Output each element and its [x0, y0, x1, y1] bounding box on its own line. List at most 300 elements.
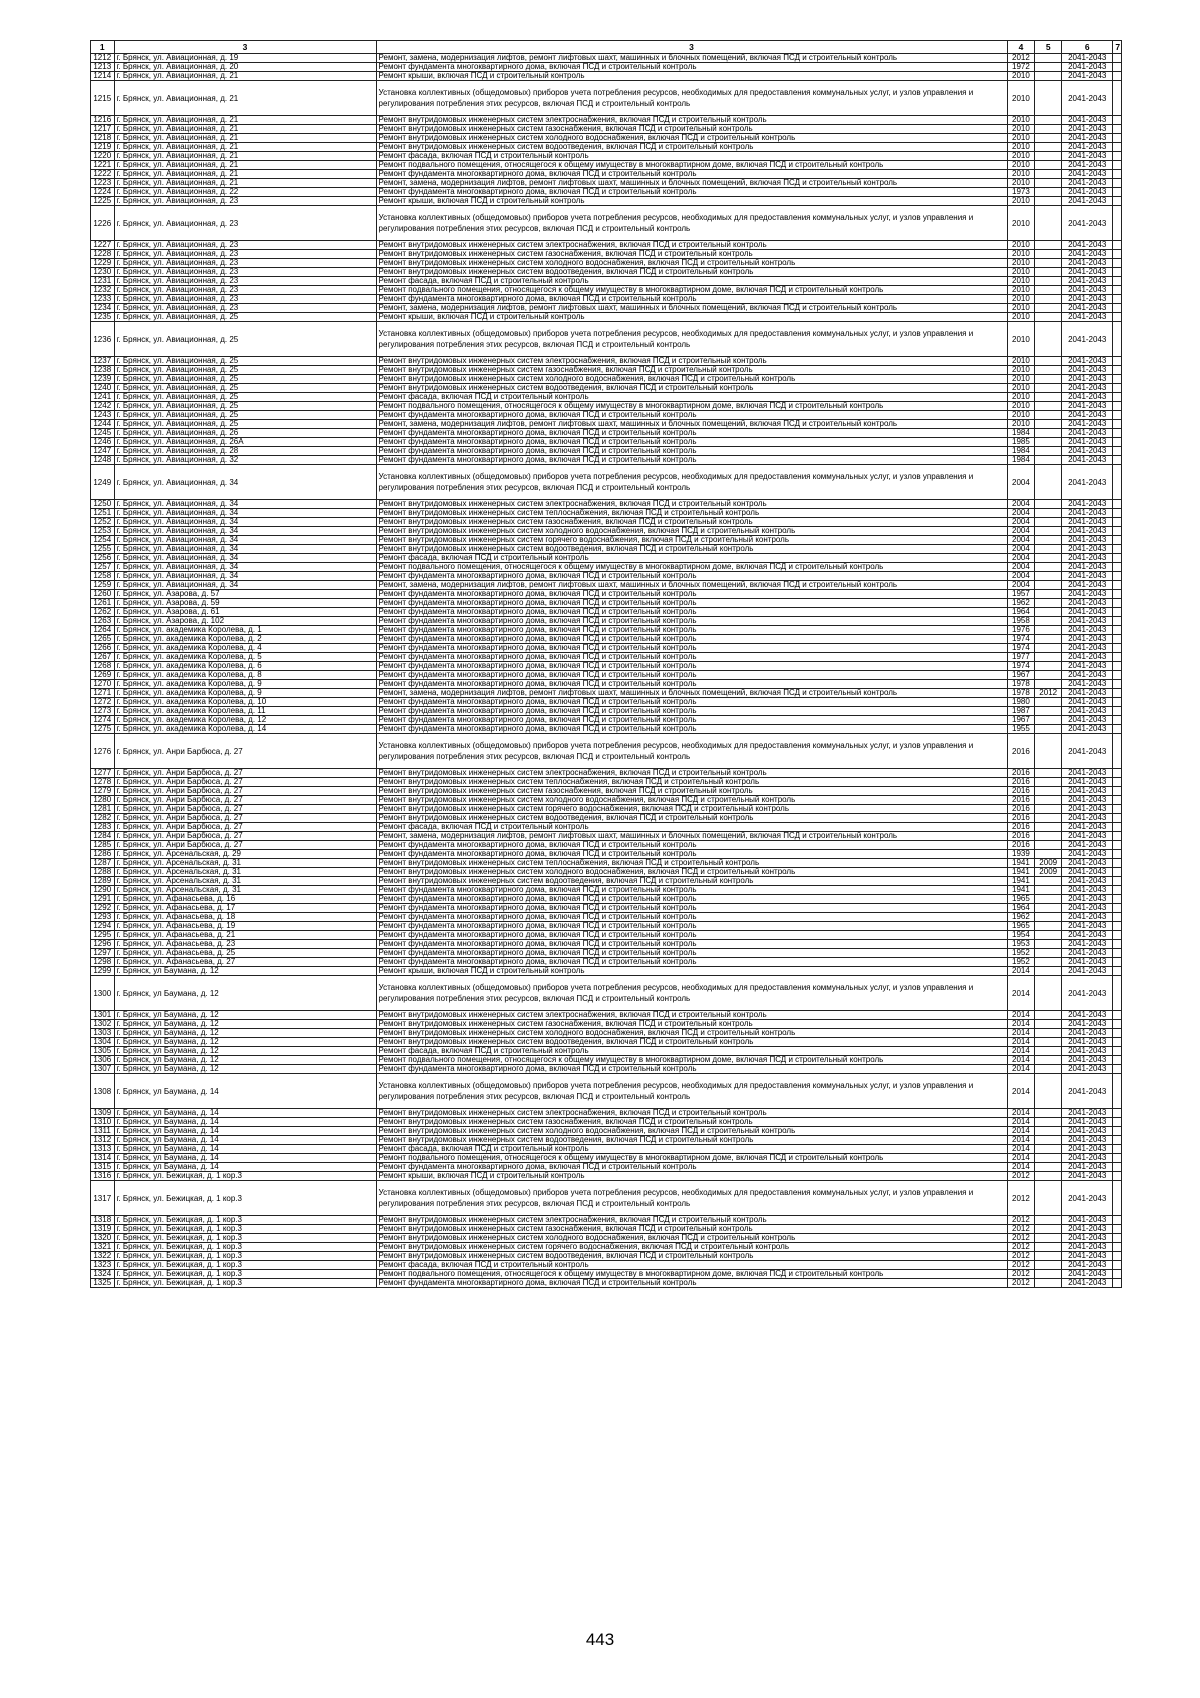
period-cell: 2041-2043 — [1062, 940, 1113, 949]
period-cell: 2041-2043 — [1062, 545, 1113, 554]
address-cell: г. Брянск, ул. академика Королева, д. 14 — [114, 725, 376, 734]
year-cell: 1964 — [1007, 608, 1035, 617]
address-cell: г. Брянск, ул. Авиационная, д. 34 — [114, 500, 376, 509]
work-type-cell: Ремонт фасада, включая ПСД и строительный контроль — [376, 823, 1007, 832]
work-type-cell: Ремонт внутридомовых инженерных систем электроснабжения, включая ПСД и строительный контроль — [376, 1216, 1007, 1225]
year-repair-cell — [1035, 527, 1062, 536]
period-cell: 2041-2043 — [1062, 707, 1113, 716]
work-type-cell: Ремонт фундамента многоквартирного дома, включая ПСД и строительный контроль — [376, 940, 1007, 949]
period-cell: 2041-2043 — [1062, 304, 1113, 313]
table-row — [91, 581, 1122, 590]
year-repair-cell — [1035, 179, 1062, 188]
year-repair-cell — [1035, 554, 1062, 563]
year-cell: 2010 — [1007, 143, 1035, 152]
period-cell: 2041-2043 — [1062, 188, 1113, 197]
table-row — [91, 850, 1122, 859]
year-cell: 2014 — [1007, 1118, 1035, 1127]
year-repair-cell — [1035, 295, 1062, 304]
empty-cell — [1113, 859, 1122, 868]
table-row — [91, 152, 1122, 161]
year-repair-cell — [1035, 188, 1062, 197]
row-number: 1216 — [91, 116, 115, 125]
period-cell: 2041-2043 — [1062, 250, 1113, 259]
period-cell: 2041-2043 — [1062, 653, 1113, 662]
work-type-cell: Ремонт внутридомовых инженерных систем электроснабжения, включая ПСД и строительный контроль — [376, 357, 1007, 366]
work-type-cell: Ремонт внутридомовых инженерных систем газоснабжения, включая ПСД и строительный контроль — [376, 1225, 1007, 1234]
address-cell: г. Брянск, ул. Авиационная, д. 26 — [114, 429, 376, 438]
row-number: 1300 — [91, 976, 115, 1011]
year-cell: 2016 — [1007, 832, 1035, 841]
empty-cell — [1113, 429, 1122, 438]
address-cell: г. Брянск, ул. Анри Барбюса, д. 27 — [114, 832, 376, 841]
period-cell: 2041-2043 — [1062, 1154, 1113, 1163]
table-row — [91, 1172, 1122, 1181]
year-repair-cell — [1035, 465, 1062, 500]
empty-cell — [1113, 1029, 1122, 1038]
year-cell: 2014 — [1007, 1020, 1035, 1029]
page-number: 443 — [585, 1630, 615, 1649]
row-number: 1262 — [91, 608, 115, 617]
table-header-row — [91, 41, 1122, 54]
empty-cell — [1113, 1261, 1122, 1270]
row-number: 1256 — [91, 554, 115, 563]
year-repair-cell — [1035, 1163, 1062, 1172]
table-row — [91, 868, 1122, 877]
period-cell: 2041-2043 — [1062, 599, 1113, 608]
period-cell: 2041-2043 — [1062, 644, 1113, 653]
row-number: 1245 — [91, 429, 115, 438]
row-number: 1240 — [91, 384, 115, 393]
row-number: 1273 — [91, 707, 115, 716]
period-cell: 2041-2043 — [1062, 976, 1113, 1011]
address-cell: г. Брянск, ул. Бежицкая, д. 1 кор.3 — [114, 1270, 376, 1279]
year-cell: 1974 — [1007, 635, 1035, 644]
work-type-cell: Установка коллективных (общедомовых) приборов учета потребления ресурсов, необходимых для предоставления коммунальных услуг, и узлов управления и регулирования потребления этих ресурсов, включая ПСД и строительный контроль — [376, 322, 1007, 357]
table-row — [91, 967, 1122, 976]
year-cell: 2014 — [1007, 1074, 1035, 1109]
table-row — [91, 769, 1122, 778]
year-cell: 1967 — [1007, 716, 1035, 725]
year-cell: 2012 — [1007, 1261, 1035, 1270]
table-row — [91, 125, 1122, 134]
period-cell: 2041-2043 — [1062, 859, 1113, 868]
table-row — [91, 796, 1122, 805]
address-cell: г. Брянск, ул. академика Королева, д. 6 — [114, 662, 376, 671]
work-type-cell: Ремонт крыши, включая ПСД и строительный контроль — [376, 72, 1007, 81]
work-type-cell: Ремонт внутридомовых инженерных систем электроснабжения, включая ПСД и строительный контроль — [376, 500, 1007, 509]
year-cell: 1980 — [1007, 698, 1035, 707]
work-type-cell: Ремонт внутридомовых инженерных систем электроснабжения, включая ПСД и строительный контроль — [376, 769, 1007, 778]
work-type-cell: Ремонт фундамента многоквартирного дома, включая ПСД и строительный контроль — [376, 931, 1007, 940]
year-cell: 1978 — [1007, 680, 1035, 689]
year-cell: 2014 — [1007, 1038, 1035, 1047]
row-number: 1249 — [91, 465, 115, 500]
work-type-cell: Ремонт внутридомовых инженерных систем газоснабжения, включая ПСД и строительный контроль — [376, 125, 1007, 134]
work-type-cell: Ремонт внутридомовых инженерных систем холодного водоснабжения, включая ПСД и строительный контроль — [376, 527, 1007, 536]
year-repair-cell — [1035, 1172, 1062, 1181]
year-repair-cell — [1035, 895, 1062, 904]
year-cell: 1941 — [1007, 886, 1035, 895]
address-cell: г. Брянск, ул. Авиационная, д. 34 — [114, 465, 376, 500]
address-cell: г. Брянск, ул. Арсенальская, д. 31 — [114, 886, 376, 895]
row-number: 1288 — [91, 868, 115, 877]
year-cell: 2010 — [1007, 402, 1035, 411]
address-cell: г. Брянск, ул. Афанасьева, д. 19 — [114, 922, 376, 931]
year-repair-cell — [1035, 716, 1062, 725]
empty-cell — [1113, 769, 1122, 778]
work-type-cell: Ремонт фундамента многоквартирного дома, включая ПСД и строительный контроль — [376, 590, 1007, 599]
work-type-cell: Ремонт фундамента многоквартирного дома, включая ПСД и строительный контроль — [376, 904, 1007, 913]
row-number: 1221 — [91, 161, 115, 170]
year-cell: 2004 — [1007, 518, 1035, 527]
year-repair-cell — [1035, 1261, 1062, 1270]
row-number: 1241 — [91, 393, 115, 402]
row-number: 1299 — [91, 967, 115, 976]
year-cell: 2010 — [1007, 125, 1035, 134]
empty-cell — [1113, 357, 1122, 366]
row-number: 1320 — [91, 1234, 115, 1243]
table-row — [91, 976, 1122, 1011]
period-cell: 2041-2043 — [1062, 357, 1113, 366]
empty-cell — [1113, 617, 1122, 626]
header-cell: 3 — [114, 41, 376, 54]
work-type-cell: Ремонт, замена, модернизация лифтов, ремонт лифтовых шахт, машинных и блочных помещений, включая ПСД и строительный контроль — [376, 304, 1007, 313]
work-type-cell: Ремонт фундамента многоквартирного дома, включая ПСД и строительный контроль — [376, 725, 1007, 734]
period-cell: 2041-2043 — [1062, 1118, 1113, 1127]
year-repair-cell — [1035, 1020, 1062, 1029]
empty-cell — [1113, 850, 1122, 859]
empty-cell — [1113, 500, 1122, 509]
row-number: 1310 — [91, 1118, 115, 1127]
address-cell: г. Брянск, ул. Авиационная, д. 21 — [114, 134, 376, 143]
empty-cell — [1113, 116, 1122, 125]
year-cell: 2010 — [1007, 304, 1035, 313]
year-cell: 1941 — [1007, 877, 1035, 886]
work-type-cell: Ремонт внутридомовых инженерных систем газоснабжения, включая ПСД и строительный контроль — [376, 366, 1007, 375]
address-cell: г. Брянск, ул. Анри Барбюса, д. 27 — [114, 814, 376, 823]
year-cell: 2010 — [1007, 72, 1035, 81]
year-cell: 2016 — [1007, 814, 1035, 823]
year-cell: 2010 — [1007, 411, 1035, 420]
work-type-cell: Ремонт фундамента многоквартирного дома, включая ПСД и строительный контроль — [376, 1279, 1007, 1288]
period-cell: 2041-2043 — [1062, 590, 1113, 599]
work-type-cell: Ремонт внутридомовых инженерных систем холодного водоснабжения, включая ПСД и строительный контроль — [376, 375, 1007, 384]
work-type-cell: Ремонт фасада, включая ПСД и строительный контроль — [376, 554, 1007, 563]
year-cell: 2012 — [1007, 1270, 1035, 1279]
year-cell: 2014 — [1007, 967, 1035, 976]
empty-cell — [1113, 1181, 1122, 1216]
address-cell: г. Брянск, ул Баумана, д. 14 — [114, 1163, 376, 1172]
work-type-cell: Ремонт фундамента многоквартирного дома, включая ПСД и строительный контроль — [376, 922, 1007, 931]
empty-cell — [1113, 1279, 1122, 1288]
year-repair-cell — [1035, 357, 1062, 366]
year-cell: 2014 — [1007, 1011, 1035, 1020]
period-cell: 2041-2043 — [1062, 1270, 1113, 1279]
empty-cell — [1113, 447, 1122, 456]
year-repair-cell — [1035, 411, 1062, 420]
year-cell: 1977 — [1007, 653, 1035, 662]
address-cell: г. Брянск, ул. академика Королева, д. 1 — [114, 626, 376, 635]
period-cell: 2041-2043 — [1062, 313, 1113, 322]
year-repair-cell — [1035, 850, 1062, 859]
work-type-cell: Ремонт внутридомовых инженерных систем водоотведения, включая ПСД и строительный контроль — [376, 877, 1007, 886]
table-row — [91, 170, 1122, 179]
address-cell: г. Брянск, ул. Афанасьева, д. 17 — [114, 904, 376, 913]
year-cell: 1976 — [1007, 626, 1035, 635]
table-row — [91, 134, 1122, 143]
address-cell: г. Брянск, ул. Авиационная, д. 34 — [114, 536, 376, 545]
row-number: 1254 — [91, 536, 115, 545]
address-cell: г. Брянск, ул Баумана, д. 12 — [114, 1056, 376, 1065]
year-cell: 2014 — [1007, 1145, 1035, 1154]
work-type-cell: Ремонт фундамента многоквартирного дома, включая ПСД и строительный контроль — [376, 886, 1007, 895]
table-row — [91, 1056, 1122, 1065]
row-number: 1235 — [91, 313, 115, 322]
address-cell: г. Брянск, ул. Анри Барбюса, д. 27 — [114, 734, 376, 769]
address-cell: г. Брянск, ул. Анри Барбюса, д. 27 — [114, 805, 376, 814]
year-repair-cell — [1035, 832, 1062, 841]
period-cell: 2041-2043 — [1062, 411, 1113, 420]
work-type-cell: Ремонт внутридомовых инженерных систем водоотведения, включая ПСД и строительный контроль — [376, 545, 1007, 554]
work-type-cell: Ремонт фундамента многоквартирного дома, включая ПСД и строительный контроль — [376, 850, 1007, 859]
empty-cell — [1113, 277, 1122, 286]
year-repair-cell — [1035, 644, 1062, 653]
period-cell: 2041-2043 — [1062, 1234, 1113, 1243]
address-cell: г. Брянск, ул. Азарова, д. 61 — [114, 608, 376, 617]
empty-cell — [1113, 1145, 1122, 1154]
year-repair-cell — [1035, 778, 1062, 787]
year-repair-cell — [1035, 823, 1062, 832]
work-type-cell: Ремонт фундамента многоквартирного дома, включая ПСД и строительный контроль — [376, 671, 1007, 680]
row-number: 1295 — [91, 931, 115, 940]
empty-cell — [1113, 375, 1122, 384]
row-number: 1311 — [91, 1127, 115, 1136]
year-repair-cell — [1035, 1127, 1062, 1136]
period-cell: 2041-2043 — [1062, 1216, 1113, 1225]
empty-cell — [1113, 1270, 1122, 1279]
period-cell: 2041-2043 — [1062, 1261, 1113, 1270]
year-repair-cell — [1035, 787, 1062, 796]
table-row — [91, 429, 1122, 438]
work-type-cell: Ремонт внутридомовых инженерных систем холодного водоснабжения, включая ПСД и строительный контроль — [376, 259, 1007, 268]
year-repair-cell — [1035, 725, 1062, 734]
year-repair-cell — [1035, 54, 1062, 63]
period-cell: 2041-2043 — [1062, 1011, 1113, 1020]
period-cell: 2041-2043 — [1062, 895, 1113, 904]
work-type-cell: Ремонт фасада, включая ПСД и строительный контроль — [376, 277, 1007, 286]
year-repair-cell — [1035, 1065, 1062, 1074]
row-number: 1223 — [91, 179, 115, 188]
row-number: 1287 — [91, 859, 115, 868]
table-row — [91, 671, 1122, 680]
work-type-cell: Ремонт фундамента многоквартирного дома, включая ПСД и строительный контроль — [376, 1065, 1007, 1074]
table-row — [91, 116, 1122, 125]
year-cell: 2010 — [1007, 277, 1035, 286]
table-row — [91, 644, 1122, 653]
period-cell: 2041-2043 — [1062, 850, 1113, 859]
work-type-cell: Ремонт фундамента многоквартирного дома, включая ПСД и строительный контроль — [376, 949, 1007, 958]
year-cell: 1987 — [1007, 707, 1035, 716]
row-number: 1294 — [91, 922, 115, 931]
work-type-cell: Ремонт подвального помещения, относящегося к общему имуществу в многоквартирном доме, включая ПСД и строительный контроль — [376, 1270, 1007, 1279]
period-cell: 2041-2043 — [1062, 72, 1113, 81]
period-cell: 2041-2043 — [1062, 617, 1113, 626]
table-row — [91, 357, 1122, 366]
header-cell: 3 — [376, 41, 1007, 54]
table-row — [91, 366, 1122, 375]
year-repair-cell — [1035, 134, 1062, 143]
address-cell: г. Брянск, ул. Авиационная, д. 23 — [114, 295, 376, 304]
row-number: 1252 — [91, 518, 115, 527]
period-cell: 2041-2043 — [1062, 438, 1113, 447]
row-number: 1214 — [91, 72, 115, 81]
row-number: 1213 — [91, 63, 115, 72]
table-row — [91, 698, 1122, 707]
empty-cell — [1113, 465, 1122, 500]
address-cell: г. Брянск, ул. Бежицкая, д. 1 кор.3 — [114, 1172, 376, 1181]
table-row — [91, 72, 1122, 81]
period-cell: 2041-2043 — [1062, 1172, 1113, 1181]
period-cell: 2041-2043 — [1062, 402, 1113, 411]
table-row — [91, 241, 1122, 250]
table-row — [91, 375, 1122, 384]
period-cell: 2041-2043 — [1062, 322, 1113, 357]
period-cell: 2041-2043 — [1062, 1243, 1113, 1252]
period-cell: 2041-2043 — [1062, 913, 1113, 922]
table-row — [91, 823, 1122, 832]
empty-cell — [1113, 366, 1122, 375]
row-number: 1280 — [91, 796, 115, 805]
period-cell: 2041-2043 — [1062, 832, 1113, 841]
address-cell: г. Брянск, ул. Авиационная, д. 25 — [114, 402, 376, 411]
table-row — [91, 384, 1122, 393]
row-number: 1259 — [91, 581, 115, 590]
year-cell: 2010 — [1007, 420, 1035, 429]
empty-cell — [1113, 689, 1122, 698]
empty-cell — [1113, 778, 1122, 787]
address-cell: г. Брянск, ул. академика Королева, д. 9 — [114, 689, 376, 698]
table-row — [91, 1270, 1122, 1279]
period-cell: 2041-2043 — [1062, 1279, 1113, 1288]
row-number: 1265 — [91, 635, 115, 644]
empty-cell — [1113, 81, 1122, 116]
period-cell: 2041-2043 — [1062, 241, 1113, 250]
period-cell: 2041-2043 — [1062, 1163, 1113, 1172]
empty-cell — [1113, 814, 1122, 823]
table-row — [91, 1154, 1122, 1163]
year-repair-cell — [1035, 572, 1062, 581]
row-number: 1266 — [91, 644, 115, 653]
row-number: 1247 — [91, 447, 115, 456]
empty-cell — [1113, 949, 1122, 958]
year-cell: 2012 — [1007, 1243, 1035, 1252]
year-repair-cell — [1035, 518, 1062, 527]
empty-cell — [1113, 1038, 1122, 1047]
table-row — [91, 599, 1122, 608]
address-cell: г. Брянск, ул. Авиационная, д. 34 — [114, 554, 376, 563]
empty-cell — [1113, 545, 1122, 554]
table-row — [91, 402, 1122, 411]
row-number: 1308 — [91, 1074, 115, 1109]
period-cell: 2041-2043 — [1062, 268, 1113, 277]
work-type-cell: Ремонт подвального помещения, относящегося к общему имуществу в многоквартирном доме, включая ПСД и строительный контроль — [376, 563, 1007, 572]
work-type-cell: Установка коллективных (общедомовых) приборов учета потребления ресурсов, необходимых для предоставления коммунальных услуг, и узлов управления и регулирования потребления этих ресурсов, включая ПСД и строительный контроль — [376, 1181, 1007, 1216]
empty-cell — [1113, 295, 1122, 304]
address-cell: г. Брянск, ул. академика Королева, д. 10 — [114, 698, 376, 707]
period-cell: 2041-2043 — [1062, 805, 1113, 814]
work-type-cell: Ремонт внутридомовых инженерных систем газоснабжения, включая ПСД и строительный контроль — [376, 518, 1007, 527]
year-cell: 2010 — [1007, 357, 1035, 366]
year-cell: 2016 — [1007, 734, 1035, 769]
address-cell: г. Брянск, ул. Авиационная, д. 21 — [114, 81, 376, 116]
table-row — [91, 322, 1122, 357]
period-cell: 2041-2043 — [1062, 500, 1113, 509]
year-repair-cell — [1035, 375, 1062, 384]
year-repair-cell — [1035, 438, 1062, 447]
address-cell: г. Брянск, ул. Азарова, д. 102 — [114, 617, 376, 626]
address-cell: г. Брянск, ул. Авиационная, д. 25 — [114, 366, 376, 375]
year-cell: 1978 — [1007, 689, 1035, 698]
address-cell: г. Брянск, ул. Авиационная, д. 23 — [114, 304, 376, 313]
work-type-cell: Ремонт крыши, включая ПСД и строительный контроль — [376, 313, 1007, 322]
table-row — [91, 518, 1122, 527]
address-cell: г. Брянск, ул. Авиационная, д. 23 — [114, 277, 376, 286]
year-repair-cell — [1035, 81, 1062, 116]
empty-cell — [1113, 313, 1122, 322]
year-cell: 2010 — [1007, 313, 1035, 322]
year-repair-cell — [1035, 250, 1062, 259]
year-cell: 2012 — [1007, 1216, 1035, 1225]
year-repair-cell — [1035, 931, 1062, 940]
empty-cell — [1113, 54, 1122, 63]
row-number: 1234 — [91, 304, 115, 313]
row-number: 1242 — [91, 402, 115, 411]
table-row — [91, 922, 1122, 931]
row-number: 1264 — [91, 626, 115, 635]
period-cell: 2041-2043 — [1062, 787, 1113, 796]
row-number: 1219 — [91, 143, 115, 152]
work-type-cell: Ремонт подвального помещения, относящегося к общему имуществу в многоквартирном доме, включая ПСД и строительный контроль — [376, 1056, 1007, 1065]
empty-cell — [1113, 805, 1122, 814]
row-number: 1283 — [91, 823, 115, 832]
work-type-cell: Ремонт подвального помещения, относящегося к общему имуществу в многоквартирном доме, включая ПСД и строительный контроль — [376, 161, 1007, 170]
row-number: 1227 — [91, 241, 115, 250]
year-cell: 2014 — [1007, 1029, 1035, 1038]
work-type-cell: Ремонт фундамента многоквартирного дома, включая ПСД и строительный контроль — [376, 841, 1007, 850]
empty-cell — [1113, 796, 1122, 805]
work-type-cell: Ремонт фундамента многоквартирного дома, включая ПСД и строительный контроль — [376, 1163, 1007, 1172]
work-type-cell: Ремонт фундамента многоквартирного дома, включая ПСД и строительный контроль — [376, 644, 1007, 653]
year-repair-cell — [1035, 653, 1062, 662]
address-cell: г. Брянск, ул. Авиационная, д. 26А — [114, 438, 376, 447]
row-number: 1237 — [91, 357, 115, 366]
row-number: 1324 — [91, 1270, 115, 1279]
table-row — [91, 1127, 1122, 1136]
empty-cell — [1113, 63, 1122, 72]
year-cell: 1962 — [1007, 913, 1035, 922]
work-type-cell: Ремонт фундамента многоквартирного дома, включая ПСД и строительный контроль — [376, 635, 1007, 644]
table-row — [91, 554, 1122, 563]
year-cell: 2010 — [1007, 384, 1035, 393]
work-type-cell: Ремонт внутридомовых инженерных систем водоотведения, включая ПСД и строительный контроль — [376, 268, 1007, 277]
year-repair-cell — [1035, 500, 1062, 509]
row-number: 1314 — [91, 1154, 115, 1163]
year-repair-cell — [1035, 152, 1062, 161]
year-repair-cell — [1035, 967, 1062, 976]
empty-cell — [1113, 734, 1122, 769]
year-cell: 2010 — [1007, 375, 1035, 384]
period-cell: 2041-2043 — [1062, 949, 1113, 958]
